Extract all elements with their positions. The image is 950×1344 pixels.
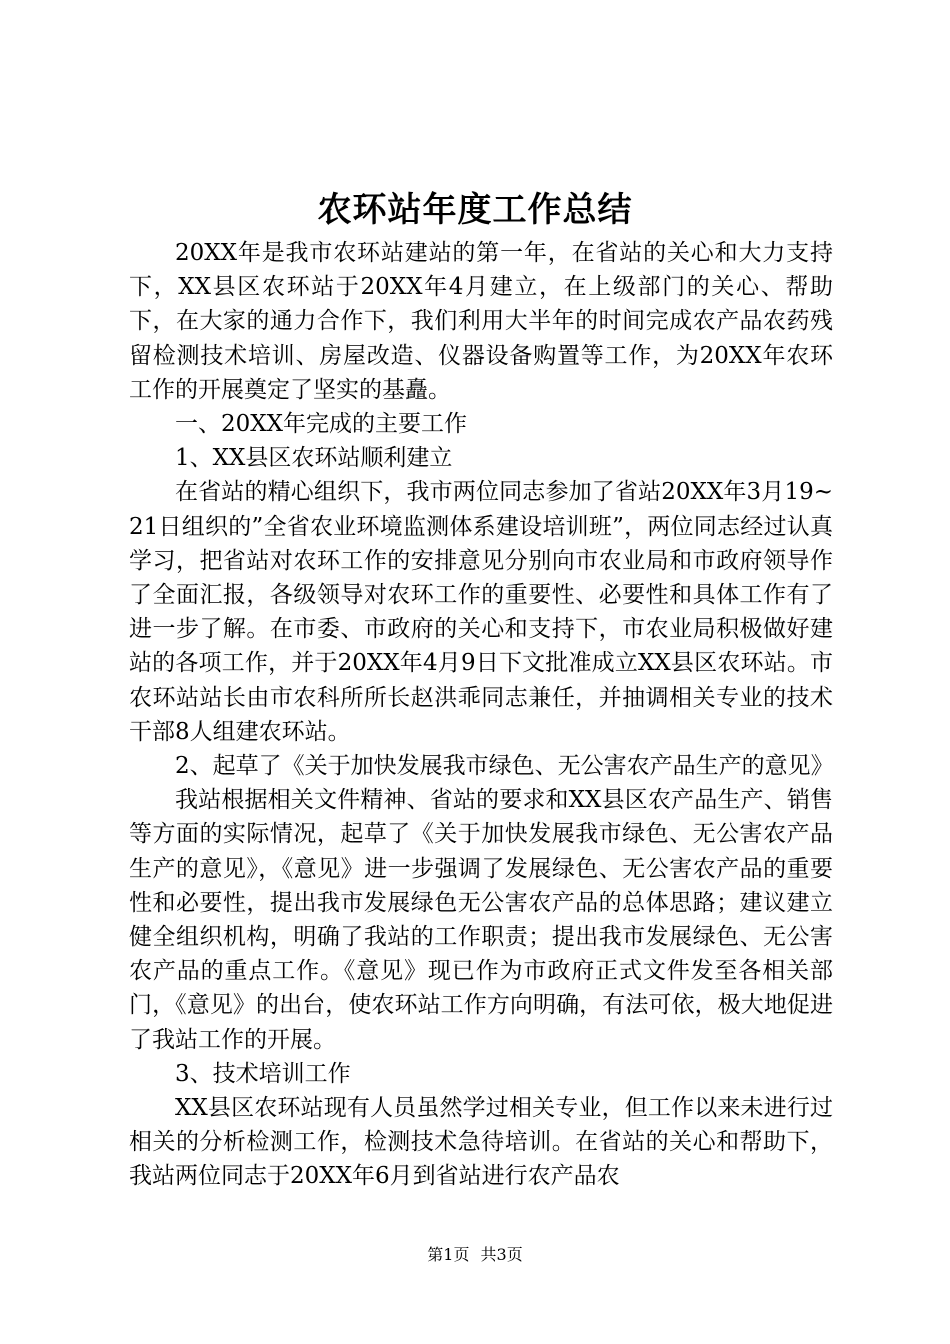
document-title: 农环站年度工作总结: [317, 190, 633, 230]
subheading-technical-training: 3、技术培训工作: [175, 1060, 351, 1087]
document-body: [129, 236, 833, 1194]
paragraph-station-established: 在省站的精心组织下，我市两位同志参加了省站20XX年3月19~21日组织的”全省农业环境监测体系建设培训班”，两位同志经过认真学习，把省站对农环工作的安排意见分别向市农业局和市政府领导作了全面汇报，各级领导对农环工作的重要性、必要性和具体工作有了进一步了解。在市委、市政府的关心和支持下，市农业局积极做好建站的各项工作，并于20XX年4月9日下文批准成立XX县区农环站。市农环站站长由市农科所所长赵洪乖同志兼任，并抽调相关专业的技术干部8人组建农环站。: [129, 479, 833, 745]
paragraph-intro: 20XX年是我市农环站建站的第一年，在省站的关心和大力支持下，XX县区农环站于20XX年4月建立，在上级部门的关心、帮助下，在大家的通力合作下，我们利用大半年的时间完成农产品农药残留检测技术培训、房屋改造、仪器设备购置等工作，为20XX年农环工作的开展奠定了坚实的基矗。: [129, 240, 833, 403]
page-total: 共3页: [480, 1245, 523, 1264]
subheading-drafted-opinion: 2、起草了《关于加快发展我市绿色、无公害农产品生产的意见》: [175, 753, 834, 780]
subheading-station-established: 1、XX县区农环站顺利建立: [175, 445, 453, 472]
section-heading-main-work: 一、20XX年完成的主要工作: [175, 411, 468, 438]
paragraph-technical-training: XX县区农环站现有人员虽然学过相关专业，但工作以来未进行过相关的分析检测工作，检测技术急待培训。在省站的关心和帮助下，我站两位同志于20XX年6月到省站进行农产品农: [129, 1095, 833, 1190]
page-footer: [0, 1244, 950, 1266]
paragraph-drafted-opinion: 我站根据相关文件精神、省站的要求和XX县区农产品生产、销售等方面的实际情况，起草了《关于加快发展我市绿色、无公害农产品生产的意见》，《意见》进一步强调了发展绿色、无公害农产品的重要性和必要性，提出我市发展绿色无公害农产品的总体思路；建议建立健全组织机构，明确了我站的工作职责；提出我市发展绿色、无公害农产品的重点工作。《意见》现已作为市政府正式文件发至各相关部门，《意见》的出台，使农环站工作方向明确，有法可依，极大地促进了我站工作的开展。: [129, 787, 833, 1053]
page-number: 第1页: [427, 1245, 470, 1264]
